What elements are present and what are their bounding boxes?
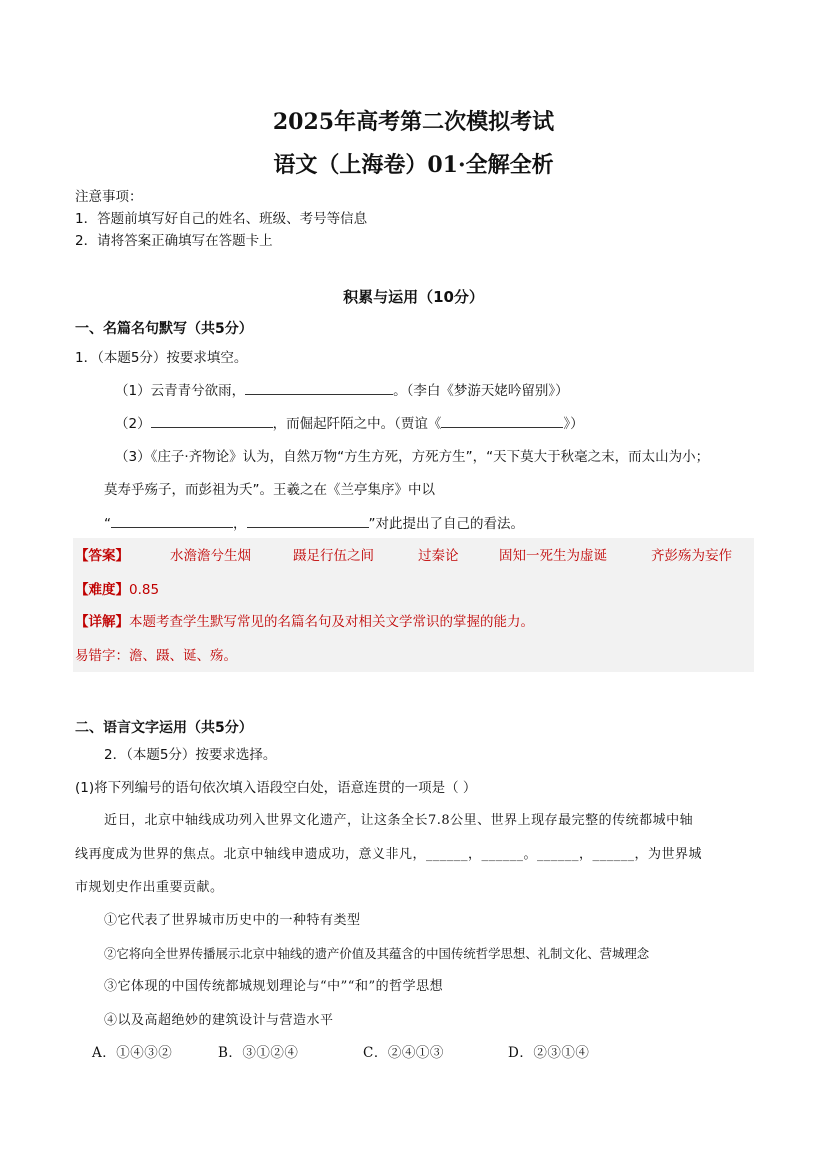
q2-suffix: 》） xyxy=(563,416,584,432)
q2-line xyxy=(115,413,584,434)
question-2: 2．（本题5分）按要求选择。 xyxy=(104,747,277,763)
passage-line: 市规划史作出重要贡献。 xyxy=(75,880,224,895)
answer-item: 齐彭殇为妄作 xyxy=(651,548,732,564)
question-1: 1．（本题5分）按要求填空。 xyxy=(75,350,248,366)
answer-item: 固知一死生为虚诞 xyxy=(499,548,607,564)
typo-note: 易错字：澹、蹑、诞、殇。 xyxy=(75,648,237,664)
section-title: 积累与运用（10分） xyxy=(343,288,484,306)
q2-prefix: （2） xyxy=(115,416,151,432)
detail-text: 本题考查学生默写常见的名篇名句及对相关文学常识的掌握的能力。 xyxy=(129,614,534,630)
sub-question: (1)将下列编号的语句依次填入语段空白处，语意连贯的一项是（ ） xyxy=(75,780,477,796)
answer-blank[interactable] xyxy=(151,413,273,428)
option-d[interactable]: D．②③①④ xyxy=(508,1045,590,1061)
notice-item: 1．答题前填写好自己的姓名、班级、考号等信息 xyxy=(75,211,368,227)
difficulty-label: 【难度】 xyxy=(75,582,129,598)
passage-line: 近日，北京中轴线成功列入世界文化遗产，让这条全长7.8公里、世界上现存最完整的传统都城中轴 xyxy=(104,813,694,828)
part2-heading: 二、语言文字运用（共5分） xyxy=(75,720,253,736)
detail-label: 【详解】 xyxy=(75,614,129,630)
q1-line xyxy=(115,380,569,401)
sentence-item: ③它体现的中国传统都城规划理论与“中”“和”的哲学思想 xyxy=(104,979,444,994)
q3-line3 xyxy=(104,513,524,534)
q2-mid: ，而倔起阡陌之中。（贾谊《 xyxy=(272,416,442,432)
q3-line1: （3）《庄子·齐物论》认为，自然万物“方生方死，方死方生”，“天下莫大于秋毫之末，而太山为小； xyxy=(115,449,710,465)
answer-item: 过秦论 xyxy=(418,548,459,564)
q1-prefix: （1）云青青兮欲雨， xyxy=(115,383,246,399)
doc-subtitle: 语文（上海卷）01·全解全析 xyxy=(273,152,554,178)
answer-item: 水澹澹兮生烟 xyxy=(170,548,251,564)
notice-heading: 注意事项： xyxy=(75,189,143,205)
open-quote: “ xyxy=(104,516,111,532)
answer-blank[interactable] xyxy=(247,513,369,528)
difficulty-value: 0.85 xyxy=(129,582,160,598)
answer-item: 蹑足行伍之间 xyxy=(293,548,374,564)
answer-blank[interactable] xyxy=(441,413,563,428)
q3-line2: 莫寿乎殇子，而彭祖为夭”。王羲之在《兰亭集序》中以 xyxy=(104,482,435,498)
comma: ， xyxy=(233,516,247,532)
q3-suffix: ”对此提出了自己的看法。 xyxy=(368,516,524,532)
option-b[interactable]: B．③①②④ xyxy=(218,1045,299,1061)
notice-item: 2．请将答案正确填写在答题卡上 xyxy=(75,233,273,249)
answer-blank[interactable] xyxy=(245,380,393,395)
doc-title: 2025年高考第二次模拟考试 xyxy=(272,109,555,135)
sentence-item: ④以及高超绝妙的建筑设计与营造水平 xyxy=(104,1013,334,1028)
passage-line: 线再度成为世界的焦点。北京中轴线申遗成功，意义非凡，______，______。______，______，为世界城 xyxy=(75,847,703,862)
answer-label: 【答案】 xyxy=(75,548,129,564)
sentence-item: ②它将向全世界传播展示北京中轴线的遗产价值及其蕴含的中国传统哲学思想、礼制文化、营城理念 xyxy=(104,946,650,961)
sentence-item: ①它代表了世界城市历史中的一种特有类型 xyxy=(104,913,361,928)
option-c[interactable]: C．②④①③ xyxy=(363,1045,444,1061)
option-a[interactable]: A．①④③② xyxy=(92,1045,173,1061)
answer-blank[interactable] xyxy=(111,513,233,528)
q1-suffix: 。（李白《梦游天姥吟留别》） xyxy=(393,383,569,399)
part1-heading: 一、名篇名句默写（共5分） xyxy=(75,321,253,337)
